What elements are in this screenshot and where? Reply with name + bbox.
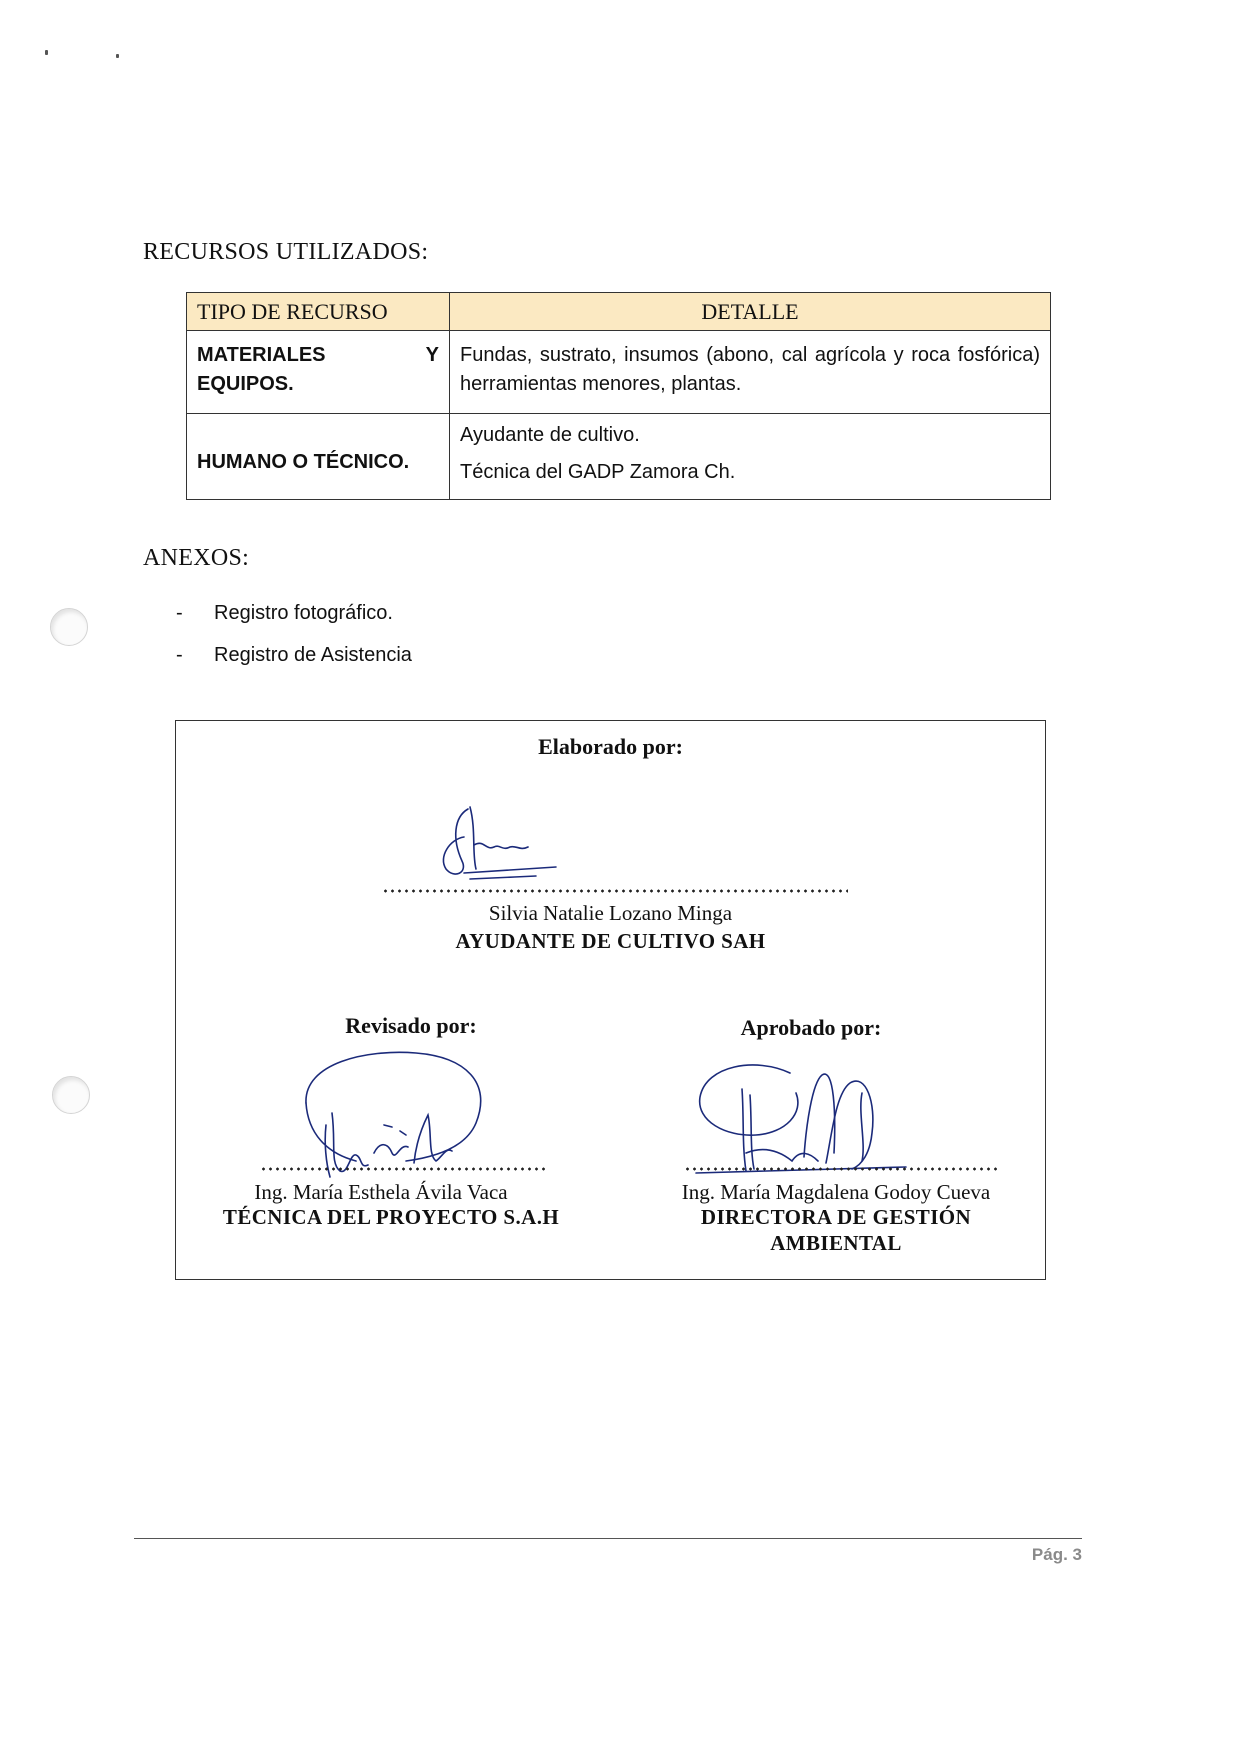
reviewed-name: Ing. María Esthela Ávila Vaca: [254, 1180, 508, 1204]
detail-line: Ayudante de cultivo.: [460, 424, 640, 446]
approved-role-line2: AMBIENTAL: [770, 1231, 902, 1255]
bullet-dash: -: [176, 602, 183, 624]
resource-type-cell: MATERIALES Y EQUIPOS.: [187, 331, 450, 414]
column-header-type: TIPO DE RECURSO: [187, 293, 450, 331]
resources-table: [186, 292, 1051, 500]
punch-hole: [52, 1076, 90, 1114]
approved-name: Ing. María Magdalena Godoy Cueva: [681, 1180, 991, 1204]
table-row: [187, 414, 1051, 500]
annex-list: [176, 598, 412, 682]
scan-speck: [116, 54, 119, 58]
approved-by-label: Aprobado por:: [740, 1015, 882, 1040]
table-header-row: [187, 293, 1051, 331]
column-header-detail: DETALLE: [450, 293, 1051, 331]
resource-detail-cell: Fundas, sustrato, insumos (abono, cal agrícola y roca fosfórica) herramientas menores, plantas.: [450, 331, 1051, 414]
reviewed-signature: [296, 1043, 496, 1183]
annex-item-label: Registro de Asistencia: [214, 644, 412, 666]
table-row: [187, 331, 1051, 414]
prepared-name: Silvia Natalie Lozano Minga: [488, 901, 733, 925]
annexes-heading: ANEXOS:: [143, 545, 250, 571]
punch-hole: [50, 608, 88, 646]
signature-line: [684, 1167, 998, 1171]
prepared-signature: [424, 799, 564, 889]
reviewed-role: TÉCNICA DEL PROYECTO S.A.H: [222, 1205, 560, 1229]
prepared-role: AYUDANTE DE CULTIVO SAH: [455, 929, 766, 953]
approved-role-line1: DIRECTORA DE GESTIÓN: [700, 1205, 972, 1229]
resource-detail-cell: [450, 414, 1051, 500]
bullet-dash: -: [176, 644, 183, 666]
list-item: [176, 598, 412, 640]
page-number: Pág. 3: [1031, 1545, 1082, 1564]
footer-rule: [134, 1538, 1082, 1539]
reviewed-by-label: Revisado por:: [345, 1013, 477, 1038]
signature-box: [175, 720, 1046, 1280]
approved-signature: [686, 1053, 916, 1193]
resource-type-cell: HUMANO O TÉCNICO.: [187, 414, 450, 500]
annex-item-label: Registro fotográfico.: [214, 602, 393, 624]
list-item: [176, 640, 412, 682]
scan-speck: [45, 50, 48, 55]
resources-heading: RECURSOS UTILIZADOS:: [143, 239, 429, 265]
signature-line: [382, 889, 848, 893]
detail-line: Técnica del GADP Zamora Ch.: [460, 461, 736, 483]
prepared-by-label: Elaborado por:: [538, 734, 683, 759]
signature-line: [260, 1167, 548, 1171]
